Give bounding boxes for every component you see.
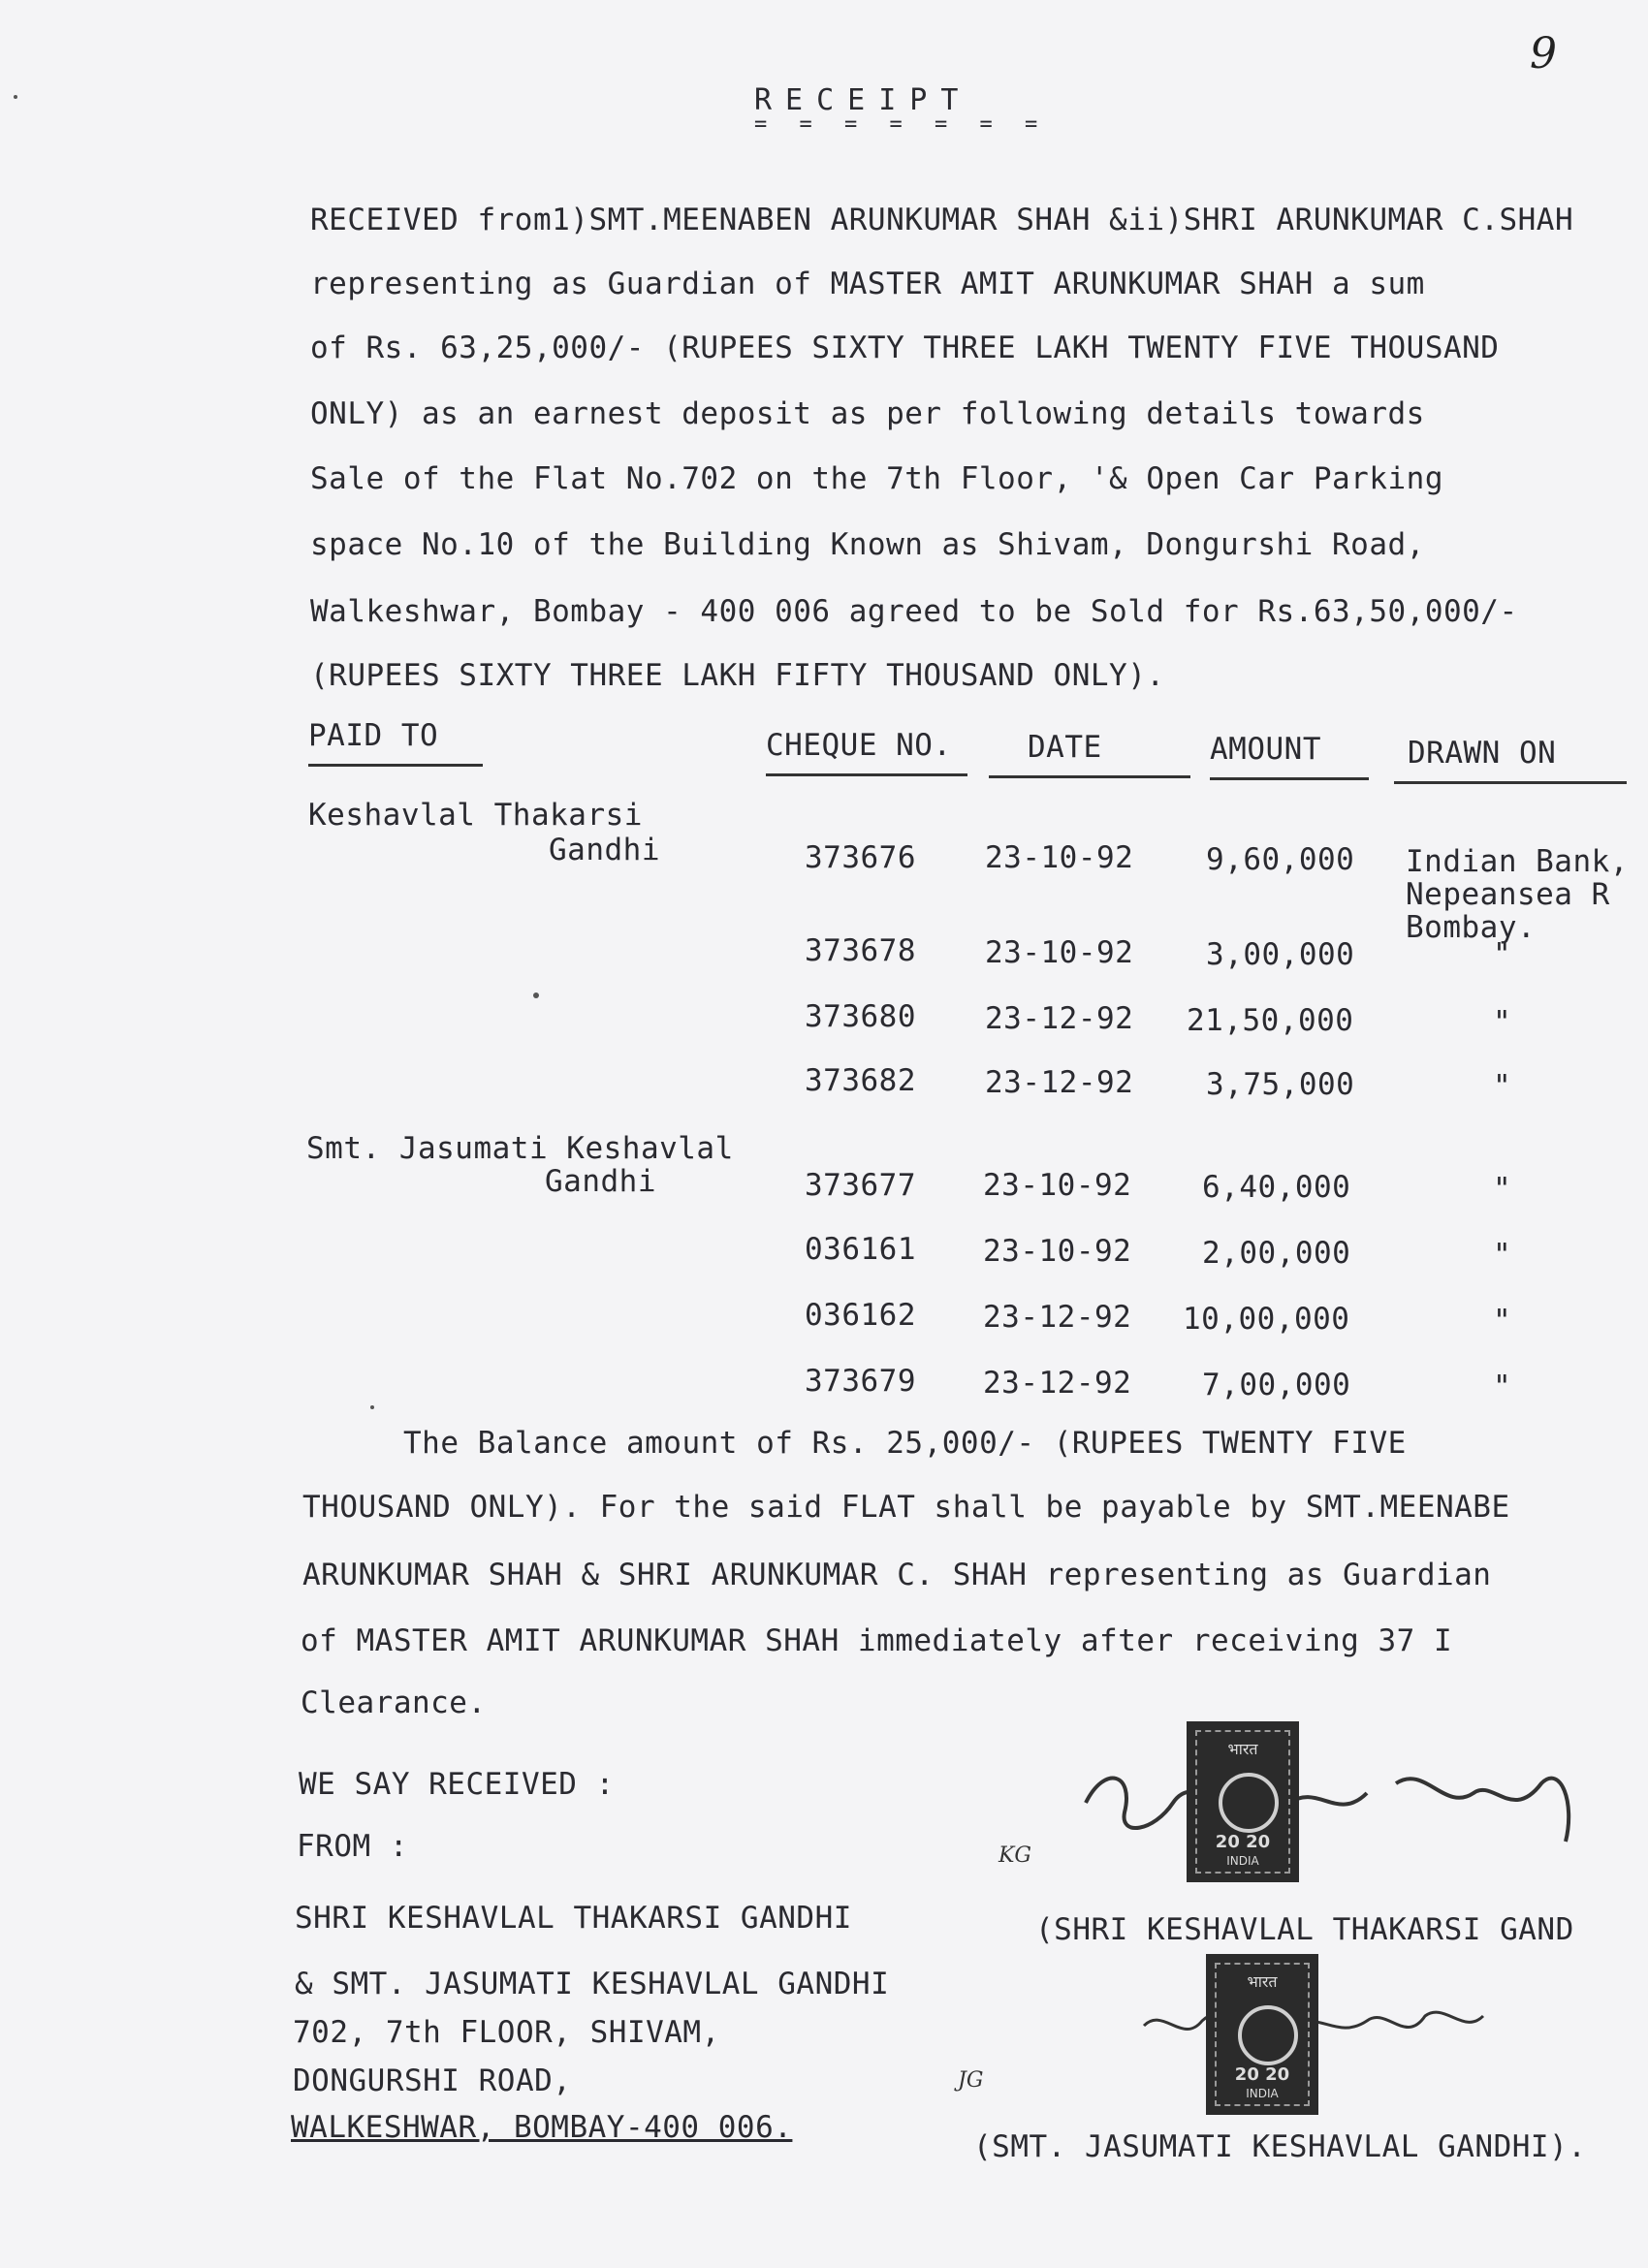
cheque-date: 23-12-92 [983,1366,1132,1401]
address-line-1: SHRI KESHAVLAL THAKARSI GANDHI [295,1901,852,1936]
stamp-text: भारत [1247,1972,1278,1991]
body-line-6: space No.10 of the Building Known as Shivam, Dongurshi Road, [310,527,1425,562]
payee-name: Keshavlal Thakarsi [308,798,643,833]
signature-scribble [1134,1987,1503,2064]
title-underline: = = = = = = = [754,112,1048,137]
revenue-stamp [1187,1721,1299,1882]
cheque-number: 373676 [805,840,916,875]
cheque-amount: 6,40,000 [1202,1170,1351,1205]
from-label: FROM : [297,1829,408,1864]
cheque-number: 373678 [805,933,916,968]
payee-name-cont: Gandhi [545,1164,656,1199]
cheque-date: 23-12-92 [985,1001,1134,1036]
cheque-date: 23-10-92 [983,1234,1132,1269]
cheque-amount: 10,00,000 [1183,1302,1350,1337]
body-line-1: RECEIVED from1)SMT.MEENABEN ARUNKUMAR SHAH &ii)SHRI ARUNKUMAR C.SHAH [310,203,1574,237]
stamp-country: INDIA [1226,1854,1259,1868]
stamp-emblem-icon [1219,1773,1279,1833]
receipt-title: RECEIPT [754,83,972,117]
header-cheque-no: CHEQUE NO. [766,728,952,763]
cheque-number: 373679 [805,1364,916,1399]
cheque-date: 23-10-92 [985,840,1134,875]
cheque-number: 373682 [805,1063,916,1098]
ditto-mark: " [1493,937,1512,972]
header-underline [308,764,483,767]
bank-city: Bombay. [1406,910,1537,945]
body-line-4: ONLY) as an earnest deposit as per following details towards [310,396,1425,431]
cheque-amount: 3,75,000 [1206,1067,1355,1102]
header-underline [1210,777,1369,780]
bank-name: Indian Bank, [1406,844,1629,879]
address-line-3: 702, 7th FLOOR, SHIVAM, [293,2015,720,2050]
cheque-amount: 21,50,000 [1187,1003,1354,1038]
signature-scribble [1076,1745,1600,1861]
address-line-5: WALKESHWAR, BOMBAY-400 006. [291,2110,793,2145]
body-line-8: (RUPEES SIXTY THREE LAKH FIFTY THOUSAND ONLY). [310,658,1165,693]
header-amount: AMOUNT [1210,732,1321,767]
scan-speck [533,992,539,998]
cheque-date: 23-12-92 [983,1300,1132,1335]
cheque-number: 373680 [805,999,916,1034]
scan-speck [14,95,17,99]
payee-name: Smt. Jasumati Keshavlal [306,1131,734,1166]
body-line-7: Walkeshwar, Bombay - 400 006 agreed to be Sold for Rs.63,50,000/- [310,594,1518,629]
body-line-2: representing as Guardian of MASTER AMIT ARUNKUMAR SHAH a sum [310,267,1425,301]
signatory-2: (SMT. JASUMATI KESHAVLAL GANDHI). [973,2129,1587,2164]
cheque-amount: 9,60,000 [1206,842,1355,877]
payee-name-cont: Gandhi [549,833,660,867]
body-line-5: Sale of the Flat No.702 on the 7th Floor, '& Open Car Parking [310,461,1443,496]
header-underline [1394,781,1627,784]
ditto-mark: " [1493,1238,1512,1273]
cheque-amount: 3,00,000 [1206,937,1355,972]
stamp-country: INDIA [1246,2087,1279,2100]
ditto-mark: " [1493,1005,1512,1040]
cheque-number: 373677 [805,1168,916,1203]
stamp-value: 20 20 [1215,1832,1271,1852]
balance-line-2: THOUSAND ONLY). For the said FLAT shall be payable by SMT.MEENABE [302,1490,1510,1525]
ditto-mark: " [1493,1304,1512,1339]
header-underline [989,775,1190,778]
initials-kg: KG [998,1843,1032,1868]
ditto-mark: " [1493,1172,1512,1207]
cheque-amount: 2,00,000 [1202,1236,1351,1271]
initials-jg: JG [958,2068,984,2093]
address-line-4: DONGURSHI ROAD, [293,2063,572,2098]
balance-line-4: of MASTER AMIT ARUNKUMAR SHAH immediately after receiving 37 I [301,1623,1453,1658]
we-say-received: WE SAY RECEIVED : [299,1767,615,1802]
header-underline [766,773,967,776]
cheque-date: 23-10-92 [985,935,1134,970]
stamp-value: 20 20 [1234,2064,1290,2085]
ditto-mark: " [1493,1370,1512,1404]
header-paid-to: PAID TO [308,718,439,753]
page-number: 9 [1530,29,1557,79]
ditto-mark: " [1493,1069,1512,1104]
header-date: DATE [1028,730,1102,765]
address-line-2: & SMT. JASUMATI KESHAVLAL GANDHI [295,1967,890,2001]
balance-line-1: The Balance amount of Rs. 25,000/- (RUPEES TWENTY FIVE [403,1426,1407,1461]
bank-branch: Nepeansea R [1406,877,1610,912]
revenue-stamp [1206,1954,1318,2115]
cheque-number: 036161 [805,1232,916,1267]
cheque-amount: 7,00,000 [1202,1368,1351,1402]
cheque-date: 23-10-92 [983,1168,1132,1203]
signatory-1: (SHRI KESHAVLAL THAKARSI GAND [1035,1912,1574,1947]
cheque-number: 036162 [805,1298,916,1333]
cheque-date: 23-12-92 [985,1065,1134,1100]
scan-speck [370,1405,374,1409]
header-drawn-on: DRAWN ON [1408,736,1557,771]
body-line-3: of Rs. 63,25,000/- (RUPEES SIXTY THREE LAKH TWENTY FIVE THOUSAND [310,331,1500,365]
stamp-text: भारत [1227,1740,1258,1758]
balance-line-3: ARUNKUMAR SHAH & SHRI ARUNKUMAR C. SHAH representing as Guardian [302,1558,1492,1592]
balance-line-5: Clearance. [301,1685,487,1720]
stamp-emblem-icon [1238,2005,1298,2065]
